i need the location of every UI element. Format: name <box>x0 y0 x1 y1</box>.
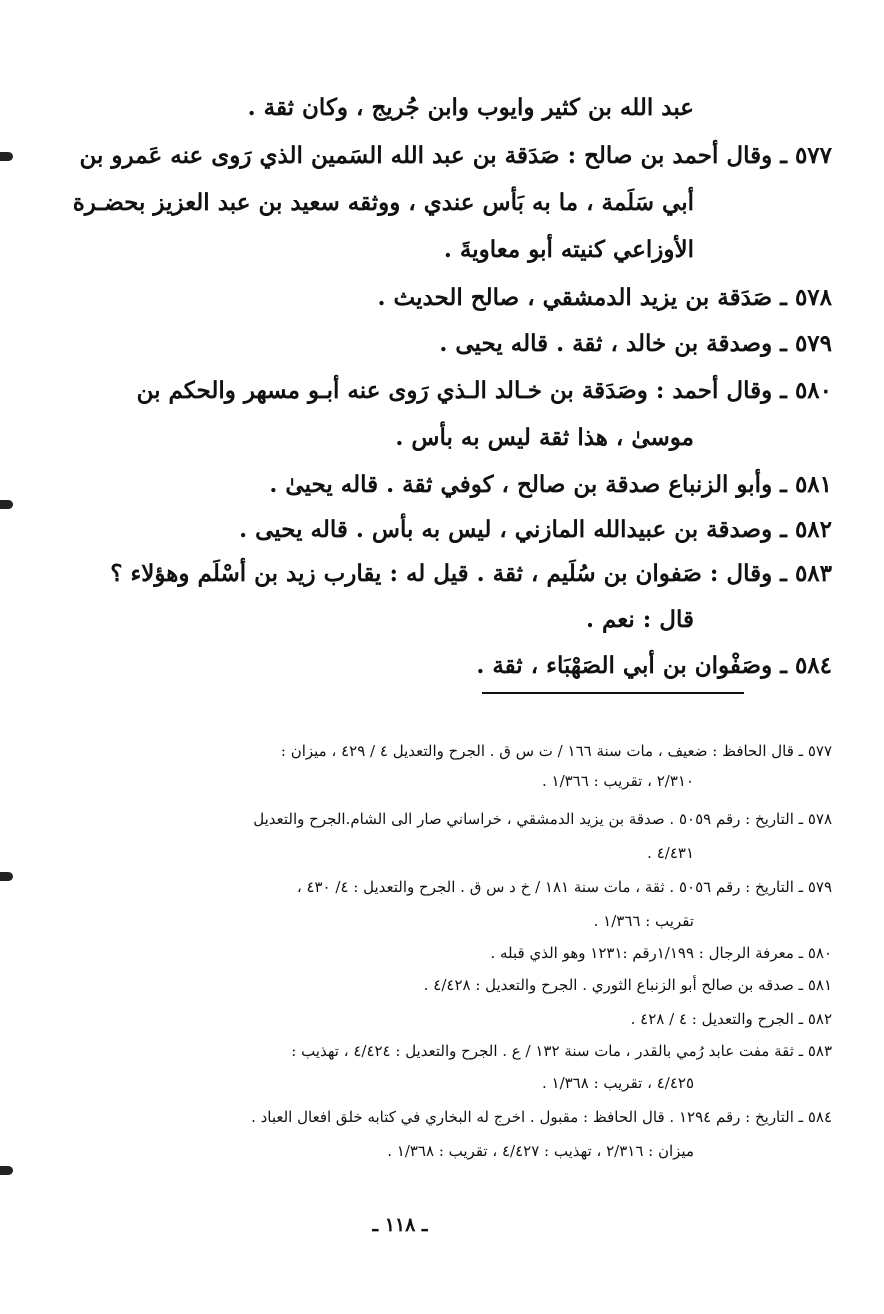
main-text-line: ٥٨٠ ـ وقال أحمد : وصَدَقة بن خـالد الـذي رَوى عنه أبـو مسهر والحكم بن <box>136 377 832 404</box>
footnote-line: ٥٧٩ ـ التاريخ : رقم ٥٠٥٦ . ثقة ، مات سنة ١٨١ / خ د س ق . الجرح والتعديل : ٤/ ٤٣٠ ، <box>296 878 832 896</box>
page-number: ـ ١١٨ ـ <box>372 1214 428 1236</box>
main-text-line: ٥٨٣ ـ وقال : صَفوان بن سُلَيم ، ثقة . قيل له : يقارب زيد بن أسْلَم وهؤلاء ؟ <box>110 560 832 587</box>
main-text-line: ٥٧٩ ـ وصدقة بن خالد ، ثقة . قاله يحيى . <box>439 330 832 357</box>
main-text-line: قال : نعم . <box>585 606 694 633</box>
footnote-line: ٥٧٨ ـ التاريخ : رقم ٥٠٥٩ . صدقة بن يزيد الدمشقي ، خراساني صار الى الشام.الجرح والتعديل <box>253 810 832 828</box>
footnote-line: تقريب : ١/٣٦٦ . <box>593 912 694 930</box>
main-text-line: عبد الله بن كثير وايوب وابن جُريج ، وكان ثقة . <box>247 94 694 121</box>
footnote-line: ٥٨١ ـ صدقه بن صالح أبو الزنباع الثوري . الجرح والتعديل : ٤/٤٢٨ . <box>423 976 832 994</box>
binding-mark <box>0 872 13 881</box>
main-text-line: ٥٧٨ ـ صَدَقة بن يزيد الدمشقي ، صالح الحديث . <box>377 284 832 311</box>
main-text-line: ٥٧٧ ـ وقال أحمد بن صالح : صَدَقة بن عبد الله السَمين الذي رَوى عنه عَمرو بن <box>79 142 832 169</box>
binding-mark <box>0 152 13 161</box>
main-text-line: موسىٰ ، هذا ثقة ليس به بأس . <box>395 424 694 451</box>
footnote-line: ٥٧٧ ـ قال الحافظ : ضعيف ، مات سنة ١٦٦ / ت س ق . الجرح والتعديل ٤ / ٤٢٩ ، ميزان : <box>280 742 832 760</box>
binding-mark <box>0 500 13 509</box>
footnote-line: ٥٨٣ ـ ثقة مفت عابد رُمي بالقدر ، مات سنة ١٣٢ / ع . الجرح والتعديل : ٤/٤٢٤ ، تهذيب : <box>291 1042 832 1060</box>
main-text-line: ٥٨٤ ـ وصَفْوان بن أبي الصَهْبَاء ، ثقة . <box>476 652 832 679</box>
footnote-line: ٢/٣١٠ ، تقريب : ١/٣٦٦ . <box>541 772 694 790</box>
footnote-line: ٥٨٢ ـ الجرح والتعديل : ٤ / ٤٢٨ . <box>630 1010 832 1028</box>
footnote-line: ٥٨٠ ـ معرفة الرجال : ١/١٩٩رقم :١٢٣١ وهو الذي قبله . <box>490 944 832 962</box>
main-text-line: الأوزاعي كنيته أبو معاويةَ . <box>443 236 694 263</box>
main-text-line: ٥٨١ ـ وأبو الزنباع صدقة بن صالح ، كوفي ثقة . قاله يحيىٰ . <box>269 471 832 498</box>
footnote-line: ٥٨٤ ـ التاريخ : رقم ١٢٩٤ . قال الحافظ : مقبول . اخرج له البخاري في كتابه خلق افعال العباد . <box>251 1108 832 1126</box>
footnote-line: ميزان : ٢/٣١٦ ، تهذيب : ٤/٤٢٧ ، تقريب : ١/٣٦٨ . <box>387 1142 694 1160</box>
footnote-separator <box>482 692 744 694</box>
main-text-line: ٥٨٢ ـ وصدقة بن عبيدالله المازني ، ليس به بأس . قاله يحيى . <box>239 516 832 543</box>
binding-mark <box>0 1166 13 1175</box>
footnote-line: ٤/٤٣١ . <box>647 844 694 862</box>
main-text-line: أبي سَلَمة ، ما به بَأس عندي ، ووثقه سعيد بن عبد العزيز بحضـرة <box>72 189 694 216</box>
footnote-line: ٤/٤٢٥ ، تقريب : ١/٣٦٨ . <box>541 1074 694 1092</box>
